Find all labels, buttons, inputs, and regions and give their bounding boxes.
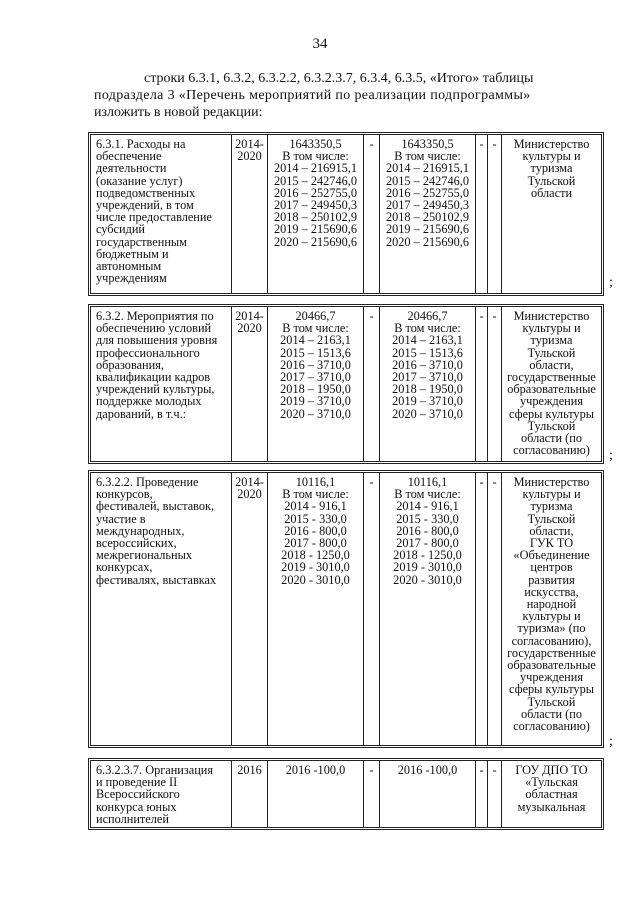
cell-line: «Тульская [525, 775, 578, 790]
cell-line: - [479, 309, 484, 323]
cell-line: 2015 – 1513,6 [280, 345, 351, 360]
cell-line: 2016 – 252755,0 [273, 185, 357, 200]
cell-line: 2019 – 215690,6 [273, 222, 357, 237]
cell-line: обеспечение [96, 149, 162, 164]
total-funding-cell [267, 473, 363, 745]
cell-line: 2014- [235, 475, 264, 489]
cell-line: 2019 - 3010,0 [281, 560, 350, 575]
cell-line: учреждениям [96, 271, 167, 286]
cell-line: центров [530, 560, 573, 575]
cell-line: 2020 - 3010,0 [393, 572, 462, 587]
cell-line: областная [525, 787, 578, 802]
federal-funding-cell [363, 761, 379, 827]
cell-line: бюджетным и [96, 246, 169, 261]
cell-line: межрегиональных [96, 548, 192, 563]
cell-line: - [479, 475, 484, 489]
cell-line: субсидий [96, 222, 145, 237]
cell-line: культуры и [522, 321, 581, 336]
cell-line: 2014 – 216915,1 [385, 161, 469, 176]
cell-line: туризма [530, 499, 573, 514]
table-row-6-3-1 [88, 132, 604, 296]
row-end-semicolon: ; [609, 275, 613, 290]
cell-line: 2016 – 252755,0 [385, 185, 469, 200]
municipal-funding-cell [475, 307, 487, 461]
cell-line: 6.3.2. Мероприятия по [96, 309, 214, 323]
cell-line: учреждения [520, 670, 583, 685]
cell-line: участие в [96, 511, 146, 526]
cell-line: Министерство [513, 309, 590, 323]
cell-line: 6.3.1. Расходы на [96, 137, 186, 151]
cell-line: культуры и [522, 149, 581, 164]
row-inner-frame [90, 306, 602, 462]
cell-line: квалификации кадров [96, 370, 211, 385]
cell-line: 2017 - 800,0 [396, 536, 459, 551]
intro-line: строки 6.3.1, 6.3.2, 6.3.2.2, 6.3.2.3.7, 6.3.4, 6.3.5, «Итого» таблицы [144, 71, 534, 86]
cell-line: конкурсов, [96, 487, 153, 502]
cell-line: числе предоставление [96, 210, 212, 225]
cell-line: - [369, 309, 374, 323]
cell-line: 2018 – 1950,0 [392, 382, 463, 397]
cell-line: дарований, в т.ч.: [96, 406, 187, 421]
cell-line: конкурса юных [96, 799, 177, 814]
total-funding-cell [267, 307, 363, 461]
total-funding-cell [267, 135, 363, 293]
cell-line: 10116,1 [407, 475, 448, 489]
federal-funding-cell [363, 135, 379, 293]
municipal-funding-cell [475, 761, 487, 827]
cell-line: 2018 - 1250,0 [281, 548, 350, 563]
federal-funding-cell [363, 307, 379, 461]
cell-line: 2019 – 3710,0 [280, 394, 351, 409]
cell-line: - [492, 763, 497, 777]
cell-line: культуры и [522, 487, 581, 502]
cell-line: 2014 - 916,1 [396, 499, 459, 514]
extrabudget-funding-cell [487, 761, 501, 827]
cell-line: государственные [507, 645, 596, 660]
municipal-funding-cell [475, 135, 487, 293]
cell-line: 2014 – 216915,1 [273, 161, 357, 176]
cell-line: 2015 - 330,0 [396, 511, 459, 526]
cell-line: туризма» (по [517, 621, 586, 636]
cell-line: 2014 – 2163,1 [392, 333, 463, 348]
cell-line: (оказание услуг) [96, 173, 183, 188]
activity-name-cell [91, 761, 231, 827]
cell-line: 1643350,5 [289, 137, 342, 151]
cell-line: Тульской [527, 173, 576, 188]
executor-cell [501, 473, 601, 745]
cell-line: ГУК ТО [529, 536, 574, 551]
cell-line: 2015 – 242746,0 [273, 173, 357, 188]
cell-line: 2020 – 3710,0 [392, 406, 463, 421]
row-inner-frame [90, 134, 602, 294]
cell-line: 2018 - 1250,0 [393, 548, 462, 563]
cell-line: ГОУ ДПО ТО [515, 763, 588, 777]
cell-line: В том числе: [282, 487, 349, 502]
extrabudget-funding-cell [487, 135, 501, 293]
cell-line: всероссийских, [96, 536, 177, 551]
cell-line: В том числе: [282, 149, 349, 164]
cell-line: 2020 - 3010,0 [281, 572, 350, 587]
cell-line: 2020 – 3710,0 [280, 406, 351, 421]
cell-line: 2020 [237, 487, 262, 502]
cell-line: 2016 - 800,0 [396, 523, 459, 538]
cell-line: «Объединение [513, 548, 590, 563]
executor-cell [501, 761, 601, 827]
cell-line: учреждений культуры, [96, 382, 215, 397]
cell-line: области, [529, 523, 574, 538]
cell-line: 2015 - 330,0 [284, 511, 347, 526]
intro-paragraph [94, 70, 606, 121]
cell-line: 2016 – 3710,0 [280, 357, 351, 372]
cell-line: 2020 – 215690,6 [385, 234, 469, 249]
cell-line: 2015 – 242746,0 [385, 173, 469, 188]
period-cell [231, 761, 267, 827]
row-inner-frame [90, 760, 602, 828]
cell-line: В том числе: [394, 149, 461, 164]
cell-line: 1643350,5 [401, 137, 454, 151]
extrabudget-funding-cell [487, 473, 501, 745]
cell-line: Тульской [527, 345, 576, 360]
cell-line: - [479, 137, 484, 151]
cell-line: развития [528, 572, 575, 587]
cell-line: туризма [530, 333, 573, 348]
cell-line: 2017 – 3710,0 [392, 370, 463, 385]
cell-line: области, [529, 357, 574, 372]
cell-line: государственным [96, 234, 187, 249]
intro-line: изложить в новой редакции: [94, 105, 263, 120]
cell-line: деятельности [96, 161, 167, 176]
cell-line: для повышения уровня [96, 333, 218, 348]
cell-line: 2017 – 3710,0 [280, 370, 351, 385]
cell-line: области [530, 185, 573, 200]
cell-line: В том числе: [394, 487, 461, 502]
cell-line: 2017 – 249450,3 [273, 198, 357, 213]
cell-line: Тульской [527, 418, 576, 433]
cell-line: туризма [530, 161, 573, 176]
total-funding-cell [267, 761, 363, 827]
period-cell [231, 473, 267, 745]
cell-line: культуры и [522, 609, 581, 624]
table-row-6-3-2-2 [88, 470, 604, 748]
regional-funding-cell [379, 135, 475, 293]
cell-line: согласованию) [513, 719, 590, 734]
cell-line: образовательные [507, 382, 596, 397]
cell-line: профессионального [96, 345, 200, 360]
cell-line: сферы культуры [509, 682, 594, 697]
cell-line: образования, [96, 357, 164, 372]
cell-line: - [492, 309, 497, 323]
cell-line: музыкальная [517, 799, 586, 814]
cell-line: 2015 – 1513,6 [392, 345, 463, 360]
row-end-semicolon: ; [609, 448, 613, 463]
table-row-6-3-2 [88, 304, 604, 464]
intro-line: подраздела 3 «Перечень мероприятий по реализации подпрограммы» [94, 88, 531, 103]
cell-line: 20466,7 [295, 309, 336, 323]
cell-line: В том числе: [282, 321, 349, 336]
cell-line: - [369, 475, 374, 489]
cell-line: 2014- [235, 309, 264, 323]
cell-line: 6.3.2.3.7. Организация [96, 763, 214, 777]
cell-line: народной [526, 597, 577, 612]
cell-line: - [492, 475, 497, 489]
activity-name-cell [91, 135, 231, 293]
cell-line: 2016 -100,0 [397, 763, 458, 777]
cell-line: - [492, 137, 497, 151]
municipal-funding-cell [475, 473, 487, 745]
activity-name-cell [91, 473, 231, 745]
cell-line: образовательные [507, 658, 596, 673]
cell-line: 6.3.2.2. Проведение [96, 475, 199, 489]
cell-line: обеспечению условий [96, 321, 212, 336]
cell-line: Министерство [513, 137, 590, 151]
cell-line: - [369, 763, 374, 777]
cell-line: 2016 [237, 763, 262, 777]
cell-line: сферы культуры [509, 406, 594, 421]
executor-cell [501, 135, 601, 293]
cell-line: В том числе: [394, 321, 461, 336]
period-cell [231, 307, 267, 461]
cell-line: конкурсах, [96, 560, 153, 575]
cell-line: 20466,7 [407, 309, 448, 323]
extrabudget-funding-cell [487, 307, 501, 461]
cell-line: 10116,1 [295, 475, 336, 489]
cell-line: 2018 – 250102,9 [385, 210, 469, 225]
cell-line: государственные [507, 370, 596, 385]
cell-line: исполнителей [96, 811, 169, 826]
cell-line: области (по [520, 706, 582, 721]
regional-funding-cell [379, 307, 475, 461]
cell-line: Всероссийского [96, 787, 180, 802]
cell-line: учреждения [520, 394, 583, 409]
table-row-6-3-2-3-7 [88, 758, 604, 830]
cell-line: 2016 - 800,0 [284, 523, 347, 538]
cell-line: и проведение II [96, 775, 178, 790]
cell-line: 2014 - 916,1 [284, 499, 347, 514]
cell-line: 2017 - 800,0 [284, 536, 347, 551]
cell-line: поддержке молодых [96, 394, 202, 409]
cell-line: фестивалях, выставках [96, 572, 217, 587]
cell-line: Министерство [513, 475, 590, 489]
cell-line: искусства, [524, 584, 579, 599]
row-inner-frame [90, 472, 602, 746]
period-cell [231, 135, 267, 293]
cell-line: 2019 – 3710,0 [392, 394, 463, 409]
cell-line: согласованию) [513, 443, 590, 458]
cell-line: - [479, 763, 484, 777]
cell-line: области (по [520, 431, 582, 446]
cell-line: автономным [96, 259, 162, 274]
cell-line: 2020 [237, 149, 262, 164]
cell-line: международных, [96, 523, 185, 538]
cell-line: 2014- [235, 137, 264, 151]
executor-cell [501, 307, 601, 461]
cell-line: фестивалей, выставок, [96, 499, 215, 514]
cell-line: Тульской [527, 694, 576, 709]
cell-line: учреждений, в том [96, 198, 194, 213]
cell-line: 2018 – 1950,0 [280, 382, 351, 397]
cell-line: 2014 – 2163,1 [280, 333, 351, 348]
row-end-semicolon: ; [609, 734, 613, 749]
cell-line: 2016 – 3710,0 [392, 357, 463, 372]
cell-line: - [369, 137, 374, 151]
cell-line: 2019 – 215690,6 [385, 222, 469, 237]
regional-funding-cell [379, 473, 475, 745]
cell-line: 2020 – 215690,6 [273, 234, 357, 249]
cell-line: 2018 – 250102,9 [273, 210, 357, 225]
cell-line: 2020 [237, 321, 262, 336]
federal-funding-cell [363, 473, 379, 745]
cell-line: согласованию), [511, 633, 592, 648]
page-number: 34 [312, 36, 328, 52]
cell-line: подведомственных [96, 185, 196, 200]
cell-line: 2019 - 3010,0 [393, 560, 462, 575]
cell-line: Тульской [527, 511, 576, 526]
cell-line: 2016 -100,0 [285, 763, 346, 777]
activity-name-cell [91, 307, 231, 461]
cell-line: 2017 – 249450,3 [385, 198, 469, 213]
regional-funding-cell [379, 761, 475, 827]
